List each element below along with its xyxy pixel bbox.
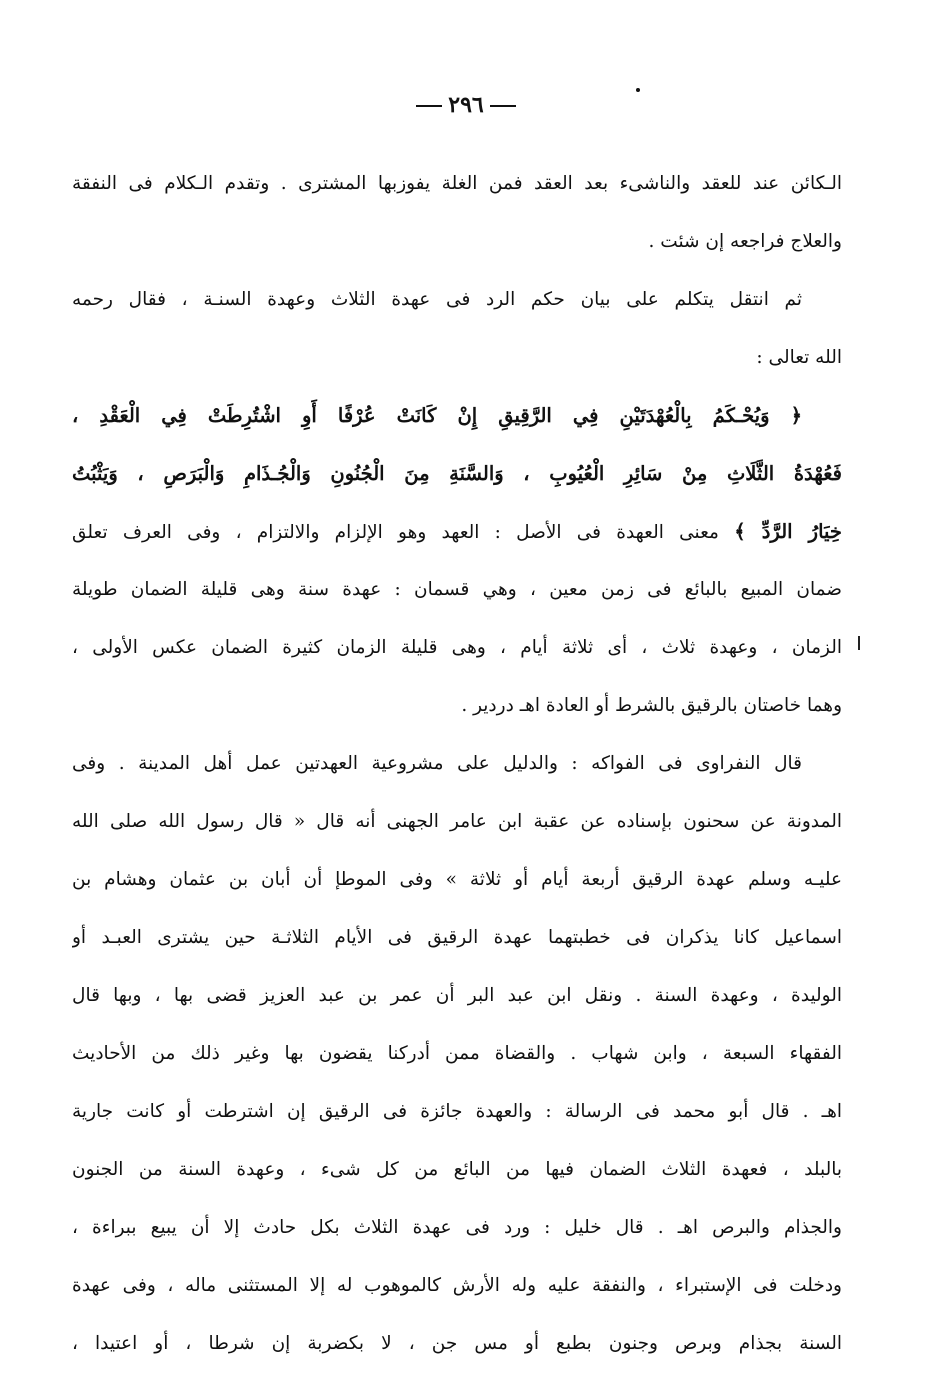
text-line-11: قال النفراوى فى الفواكه : والدليل على مشروعية العهدتين عمل أهل المدينة . وفى: [72, 753, 802, 774]
text-line-14: اسماعيل كانا يذكران فى خطبتهما عهدة الرقيق فى الأيام الثلاثـة حين يشترى العبـد أو: [72, 927, 842, 948]
commentary-start: معنى العهدة فى الأصل : العهد وهو الإلزام والالتزام ، وفى العرف تعلق: [72, 522, 719, 543]
text-line-20: ودخلت فى الإستبراء ، والنفقة عليه وله الأرش كالموهوب له إلا المستثنى ماله ، وفى عهدة: [72, 1275, 842, 1296]
text-line-8: ضمان المبيع بالبائع فى زمن معين ، وهي قسمان : عهدة سنة وهى قليلة الضمان طويلة: [72, 579, 842, 600]
text-line-21: السنة بجذام وبرص وجنون بطبع أو مس جن ، لا بكضربة إن شرطا ، أو اعتيدا ،: [72, 1333, 842, 1354]
body-text: [72, 155, 842, 1373]
text-line-9: الزمان ، وعهدة ثلاث ، أى ثلاثة أيام ، وهى قليلة الزمان كثيرة الضمان عكس الأولى ،: [72, 637, 842, 658]
text-line-12: المدونة عن سحنون بإسناده عن عقبة ابن عامر الجهنى أنه قال « قال رسول الله صلى الله: [72, 811, 842, 832]
matn-quote-line-3: [72, 503, 842, 561]
text-line-13: عليـه وسلم عهدة الرقيق أربعة أيام أو ثلاثة » وفى الموطإ أن أبان بن عثمان وهشام بن: [72, 869, 842, 890]
matn-quote-line-1: ﴿ وَيُحْـكَمُ بِالْعُهْدَتَيْنِ فِي الرَّقِيقِ إِنْ كَانَتْ عُرْفًا أَوِ اشْتُرِطَتْ فِي الْعَقْدِ ،: [72, 404, 802, 427]
text-line-2: والعلاج فراجعه إن شئت .: [648, 231, 842, 252]
text-line-16: الفقهاء السبعة ، وابن شهاب . والقضاة ممن أدركنا يقضون بها وغير ذلك من الأحاديث: [72, 1043, 842, 1064]
margin-mark: [858, 636, 860, 650]
text-line-17: اهـ . قال أبو محمد فى الرسالة : والعهدة جائزة فى الرقيق إن اشترطت أو كانت جارية: [72, 1101, 842, 1122]
page-number-value: ٢٩٦: [448, 92, 484, 118]
text-line-19: والجذام والبرص اهـ . قال خليل : ورد فى عهدة الثلاث بكل حادث إلا أن يبيع ببراءة ،: [72, 1217, 842, 1238]
text-line-3: ثم انتقل يتكلم على بيان حكم الرد فى عهدة الثلاث وعهدة السنـة ، فقال رحمه: [72, 289, 802, 310]
matn-quote-line-2: فَعُهْدَةُ الثَّلَاثِ مِنْ سَائِرِ الْعُيُوبِ ، وَالسَّنَةِ مِنَ الْجُنُونِ وَالْجُـذَامِ وَالْبَرَصِ ، وَيَثْبُتُ: [72, 462, 842, 485]
text-line-4: الله تعالى :: [756, 347, 842, 368]
matn-quote-end: خِيَارُ الرَّدِّ ﴾: [734, 520, 842, 543]
text-line-15: الوليدة ، وعهدة السنة . ونقل ابن عبد البر أن عمر بن عبد العزيز قضى بها ، وبها قال: [72, 985, 842, 1006]
text-line-1: الـكائن عند للعقد والناشىء بعد العقد فمن الغلة يفوزبها المشترى . وتقدم الـكلام فى النفقة: [72, 173, 842, 194]
text-line-10: وهما خاصتان بالرقيق بالشرط أو العادة اهـ دردير .: [461, 695, 842, 716]
page-number-dash-right: [490, 105, 516, 107]
text-line-18: بالبلد ، فعهدة الثلاث الضمان فيها من البائع من كل شىء ، وعهدة السنة من الجنون: [72, 1159, 842, 1180]
page-number-dash-left: [416, 105, 442, 107]
page-number: [0, 92, 932, 118]
